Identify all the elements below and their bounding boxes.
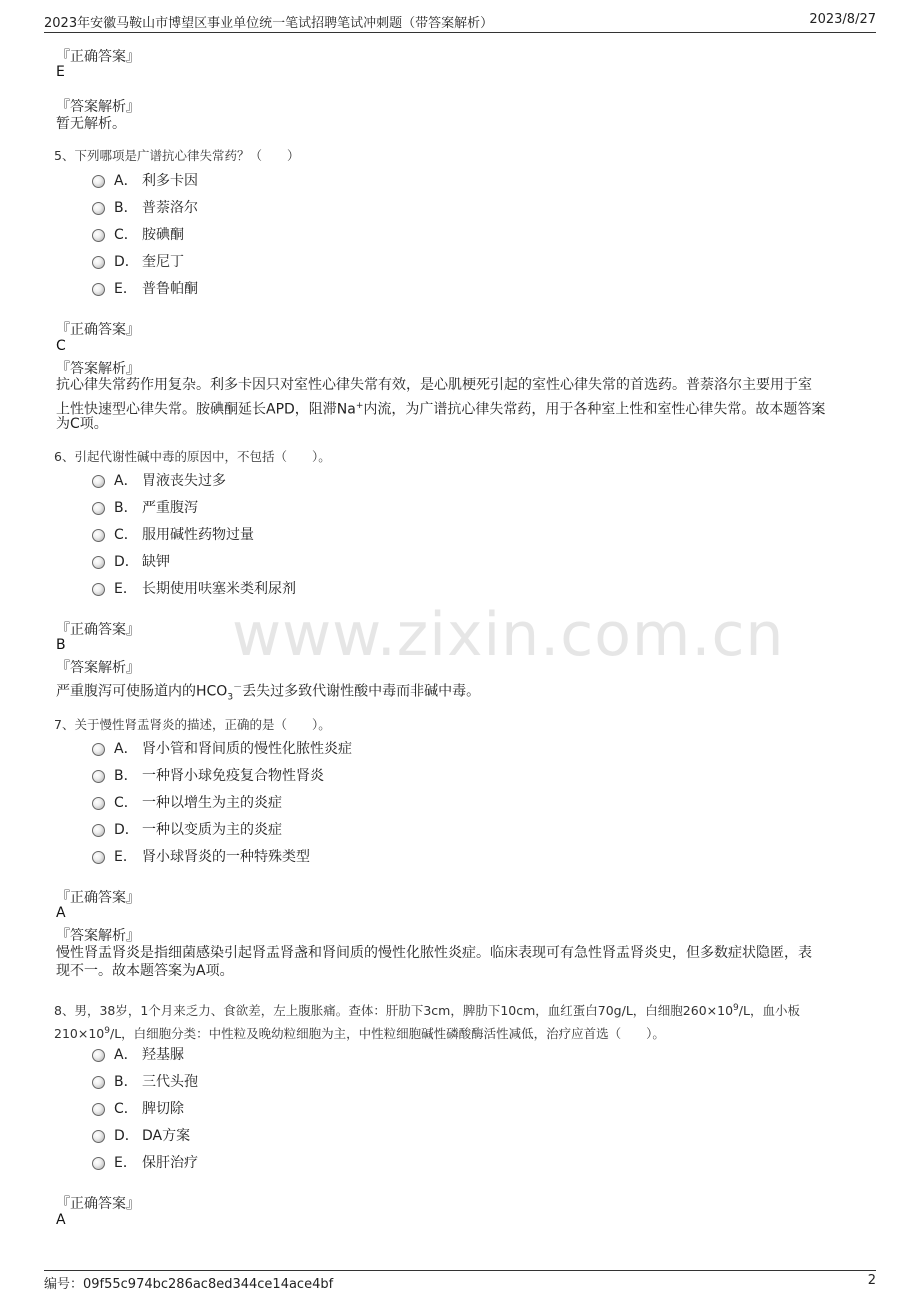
correct-answer-value: C [56, 338, 66, 354]
radio-icon[interactable] [92, 1076, 105, 1089]
analysis-text: 上性快速型心律失常。胺碘酮延长APD，阻滞Na+内流，为广谱抗心律失常药，用于各种室上性和室性心律失常。故本题答案 [56, 401, 826, 418]
radio-icon[interactable] [92, 797, 105, 810]
question-stem: $210\times 10^9/L$，白细胞分类：中性粒及晚幼粒细胞为主，中性粒细胞碱性磷酸酶活性减低，治疗应首选（ ）。 [54, 1026, 665, 1042]
analysis-label: 『答案解析』 [56, 660, 140, 676]
analysis-text: 现不一。故本题答案为A项。 [56, 963, 234, 979]
analysis-text: 抗心律失常药作用复杂。利多卡因只对室性心律失常有效，是心肌梗死引起的室性心律失常的首选药。普萘洛尔主要用于室 [56, 377, 812, 393]
analysis-text: 暂无解析。 [56, 116, 126, 132]
analysis-text: 严重腹泻可使肠道内的$HCO_3^-$丢失过多致代谢性酸中毒而非碱中毒。 [56, 683, 481, 703]
radio-icon[interactable] [92, 229, 105, 242]
radio-icon[interactable] [92, 824, 105, 837]
question-stem: 6、引起代谢性碱中毒的原因中，不包括（ ）。 [54, 449, 331, 464]
radio-icon[interactable] [92, 1130, 105, 1143]
radio-icon[interactable] [92, 502, 105, 515]
radio-icon[interactable] [92, 743, 105, 756]
document-code: 编号：09f55c974bc286ac8ed344ce14ace4bf [44, 1277, 334, 1292]
document-date: 2023/8/27 [809, 12, 876, 27]
radio-icon[interactable] [92, 529, 105, 542]
page-footer [44, 1270, 876, 1293]
radio-icon[interactable] [92, 1049, 105, 1062]
radio-icon[interactable] [92, 202, 105, 215]
page-header [44, 10, 876, 33]
radio-icon[interactable] [92, 175, 105, 188]
radio-icon[interactable] [92, 770, 105, 783]
correct-answer-value: A [56, 905, 66, 921]
radio-icon[interactable] [92, 256, 105, 269]
watermark: www.zixin.com.cn [232, 600, 785, 670]
radio-icon[interactable] [92, 1157, 105, 1170]
correct-answer-value: A [56, 1212, 66, 1228]
correct-answer-value: B [56, 637, 66, 653]
analysis-text: 慢性肾盂肾炎是指细菌感染引起肾盂肾盏和肾间质的慢性化脓性炎症。临床表现可有急性肾盂肾炎史，但多数症状隐匿，表 [56, 945, 812, 961]
question-stem: 8、男，38岁，1个月来乏力、食欲差，左上腹胀痛。查体：肝肋下3cm，脾肋下10cm，血红蛋白70g/L，白细胞$260\times 10^9/L$，血小板 [54, 1003, 800, 1019]
document-title: 2023年安徽马鞍山市博望区事业单位统一笔试招聘笔试冲刺题（带答案解析） [44, 16, 494, 31]
correct-answer-label: 『正确答案』 [56, 1196, 140, 1212]
correct-answer-label: 『正确答案』 [56, 890, 140, 906]
correct-answer-label: 『正确答案』 [56, 49, 140, 65]
page-number: 2 [867, 1273, 876, 1288]
correct-answer-value: E [56, 64, 65, 80]
radio-icon[interactable] [92, 556, 105, 569]
question-stem: 5、下列哪项是广谱抗心律失常药？（ ） [54, 148, 300, 163]
analysis-label: 『答案解析』 [56, 928, 140, 944]
question-stem: 7、关于慢性肾盂肾炎的描述，正确的是（ ）。 [54, 717, 331, 732]
correct-answer-label: 『正确答案』 [56, 322, 140, 338]
analysis-text: 为C项。 [56, 416, 108, 432]
radio-icon[interactable] [92, 283, 105, 296]
analysis-label: 『答案解析』 [56, 99, 140, 115]
radio-icon[interactable] [92, 475, 105, 488]
radio-icon[interactable] [92, 1103, 105, 1116]
radio-icon[interactable] [92, 851, 105, 864]
analysis-label: 『答案解析』 [56, 361, 140, 377]
radio-icon[interactable] [92, 583, 105, 596]
correct-answer-label: 『正确答案』 [56, 622, 140, 638]
